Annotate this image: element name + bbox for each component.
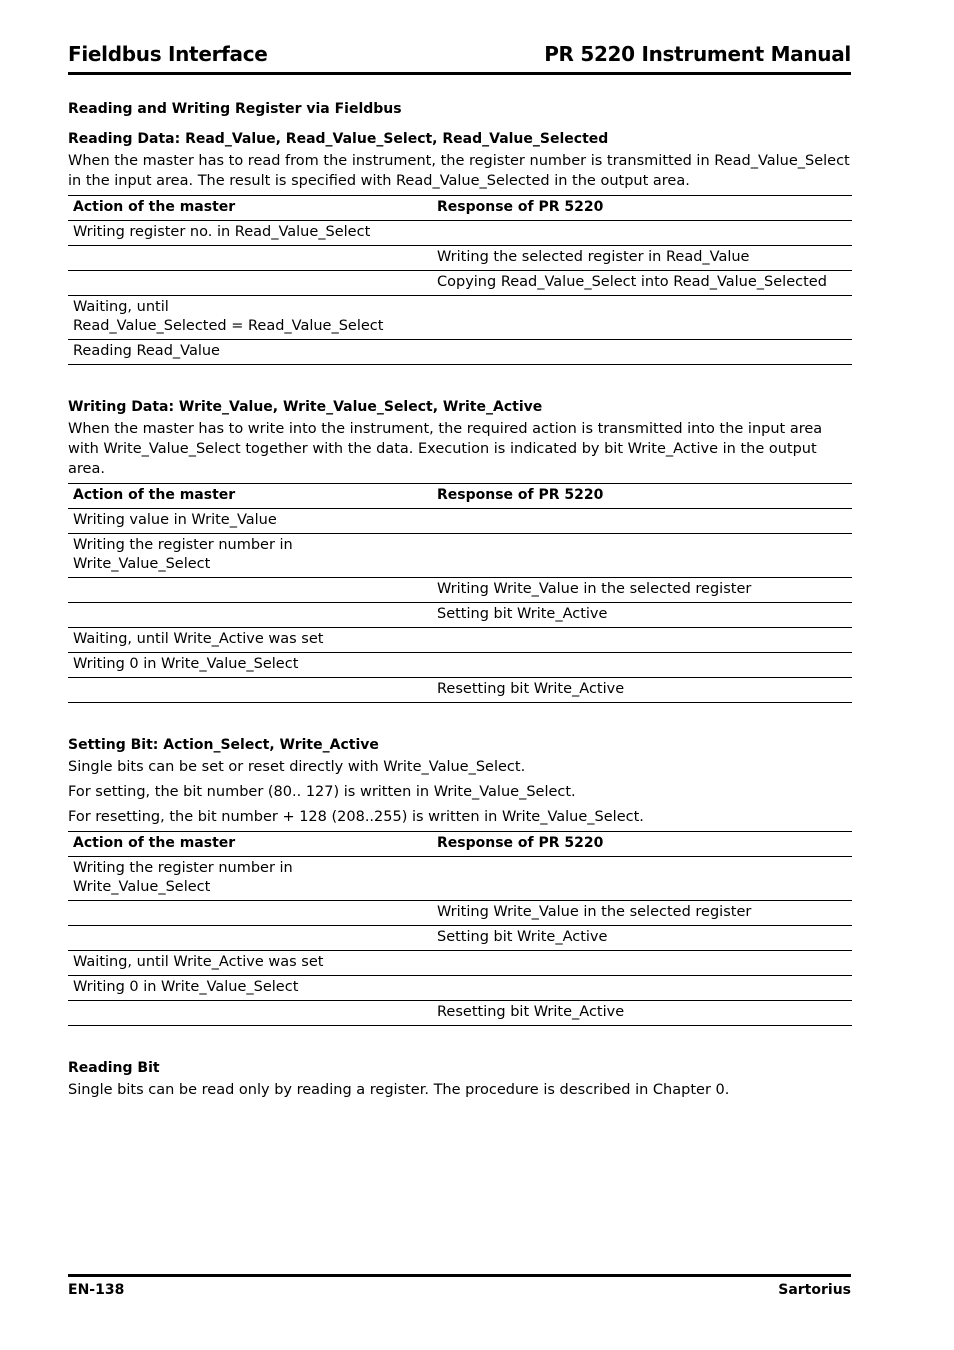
table-row	[68, 603, 852, 628]
section-text-read: When the master has to read from the instrument, the register number is transmitted in Read_Value_Select in the input area. The result is specified with Read_Value_Selected in the output area.	[68, 153, 850, 189]
section-heading-setbit: Setting Bit: Action_Select, Write_Active	[68, 737, 379, 753]
table-header-row	[68, 196, 852, 221]
response-cell: Writing Write_Value in the selected register	[432, 901, 852, 926]
master-action-cell: Writing 0 in Write_Value_Select	[68, 653, 432, 678]
table-row	[68, 246, 852, 271]
response-cell	[432, 296, 852, 340]
table-row	[68, 340, 852, 365]
section-text-write: When the master has to write into the instrument, the required action is transmitted into the input area with Write_Value_Select together with the data. Execution is indicated by bit Write_Active in the output area.	[68, 421, 823, 477]
master-action-cell: Writing value in Write_Value	[68, 509, 432, 534]
table-row	[68, 857, 852, 901]
table-row	[68, 951, 852, 976]
column-header-master: Action of the master	[68, 832, 432, 857]
setbit-steps-table	[68, 831, 852, 1026]
manual-title: PR 5220 Instrument Manual	[544, 42, 851, 66]
response-cell	[432, 857, 852, 901]
section-heading-write: Writing Data: Write_Value, Write_Value_Select, Write_Active	[68, 399, 543, 415]
master-action-cell	[68, 578, 432, 603]
master-action-cell	[68, 926, 432, 951]
master-action-cell: Writing the register number in Write_Value_Select	[68, 857, 432, 901]
response-cell: Setting bit Write_Active	[432, 926, 852, 951]
page-header	[68, 40, 851, 75]
section-text-readbit: Single bits can be read only by reading a register. The procedure is described in Chapter 0.	[68, 1082, 730, 1098]
section-heading-read: Reading Data: Read_Value, Read_Value_Select, Read_Value_Selected	[68, 131, 609, 147]
section-text-setbit-2: For setting, the bit number (80.. 127) is written in Write_Value_Select.	[68, 784, 576, 800]
response-cell	[432, 976, 852, 1001]
response-cell	[432, 221, 852, 246]
response-cell: Writing Write_Value in the selected register	[432, 578, 852, 603]
table-row	[68, 653, 852, 678]
chapter-title: Fieldbus Interface	[68, 42, 268, 66]
section-heading-readbit: Reading Bit	[68, 1060, 160, 1076]
response-cell	[432, 340, 852, 365]
master-action-cell	[68, 603, 432, 628]
column-header-response: Response of PR 5220	[432, 832, 852, 857]
response-cell: Setting bit Write_Active	[432, 603, 852, 628]
column-header-response: Response of PR 5220	[432, 196, 852, 221]
table-row	[68, 926, 852, 951]
page-number: EN-138	[68, 1282, 125, 1298]
section-text-setbit-3: For resetting, the bit number + 128 (208..255) is written in Write_Value_Select.	[68, 809, 644, 825]
table-row	[68, 901, 852, 926]
write-steps-table	[68, 483, 852, 703]
section-text-setbit-1: Single bits can be set or reset directly with Write_Value_Select.	[68, 759, 526, 775]
master-action-cell: Waiting, until Write_Active was set	[68, 628, 432, 653]
response-cell	[432, 628, 852, 653]
master-action-cell	[68, 1001, 432, 1026]
master-action-cell	[68, 246, 432, 271]
table-row	[68, 221, 852, 246]
table-row	[68, 678, 852, 703]
table-row	[68, 271, 852, 296]
read-steps-table	[68, 195, 852, 365]
column-header-master: Action of the master	[68, 196, 432, 221]
table-row	[68, 296, 852, 340]
response-cell: Resetting bit Write_Active	[432, 678, 852, 703]
page-footer	[68, 1274, 851, 1298]
response-cell	[432, 509, 852, 534]
table-header-row	[68, 832, 852, 857]
response-cell: Copying Read_Value_Select into Read_Value_Selected	[432, 271, 852, 296]
master-action-cell	[68, 901, 432, 926]
main-heading: Reading and Writing Register via Fieldbus	[68, 101, 402, 117]
response-cell	[432, 534, 852, 578]
table-row	[68, 509, 852, 534]
response-cell: Writing the selected register in Read_Value	[432, 246, 852, 271]
master-action-cell	[68, 678, 432, 703]
column-header-response: Response of PR 5220	[432, 484, 852, 509]
column-header-master: Action of the master	[68, 484, 432, 509]
company-name: Sartorius	[778, 1282, 851, 1298]
table-row	[68, 976, 852, 1001]
table-row	[68, 578, 852, 603]
master-action-cell: Reading Read_Value	[68, 340, 432, 365]
master-action-cell: Waiting, until Write_Active was set	[68, 951, 432, 976]
response-cell: Resetting bit Write_Active	[432, 1001, 852, 1026]
table-row	[68, 534, 852, 578]
master-action-cell: Writing the register number in Write_Value_Select	[68, 534, 432, 578]
table-row	[68, 628, 852, 653]
page-content	[68, 98, 852, 1104]
master-action-cell: Waiting, until Read_Value_Selected = Read_Value_Select	[68, 296, 432, 340]
master-action-cell	[68, 271, 432, 296]
master-action-cell: Writing register no. in Read_Value_Select	[68, 221, 432, 246]
response-cell	[432, 653, 852, 678]
table-row	[68, 1001, 852, 1026]
table-header-row	[68, 484, 852, 509]
response-cell	[432, 951, 852, 976]
master-action-cell: Writing 0 in Write_Value_Select	[68, 976, 432, 1001]
